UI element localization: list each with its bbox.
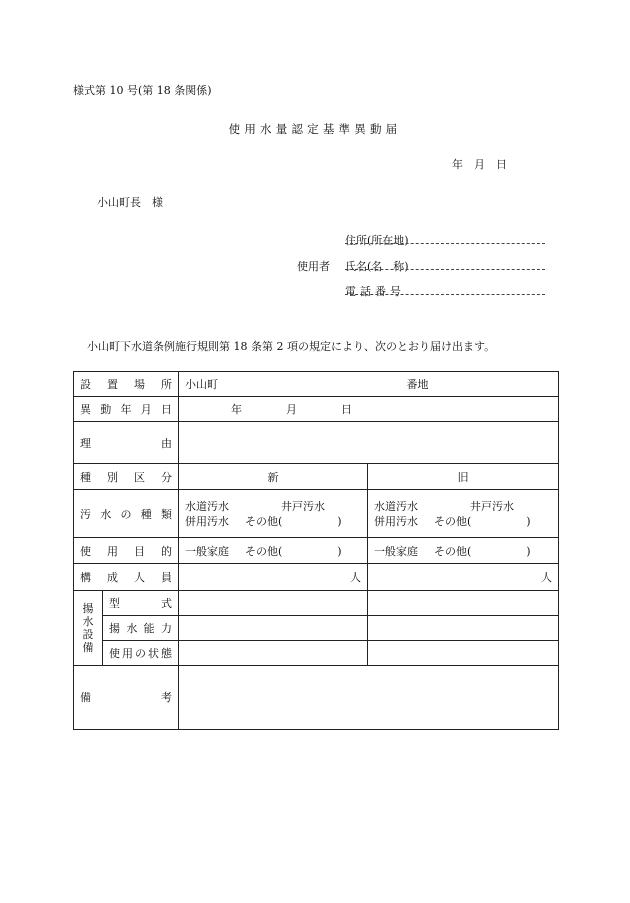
form-title: 使用水量認定基準異動届 [228,122,402,136]
pump-equipment-label: 揚 水 設 備 [74,590,103,665]
row-sewage-type [74,490,559,538]
row-purpose [74,538,559,564]
location-town: 小山町 [185,378,218,392]
purpose-label: 使用目的 [74,538,179,564]
name-field[interactable] [345,269,545,270]
pump-status-label: 使用の状態 [103,640,179,665]
category-label: 種別区分 [74,464,179,490]
members-label: 構成人員 [74,564,179,590]
location-suffix: 番地 [406,378,429,392]
row-reason [74,422,559,464]
pump-model-label: 型式 [103,590,179,615]
pump-model-old[interactable] [368,590,559,615]
row-remarks [74,665,559,729]
purpose-household-option[interactable]: 一般家庭 [185,544,229,558]
pump-capacity-old[interactable] [368,615,559,640]
sewage-type-new[interactable] [179,490,368,538]
row-category [74,464,559,490]
form-number: 様式第 10 号(第 18 条関係) [73,84,212,97]
sewage-combined-option[interactable]: 併用汚水 [185,514,229,528]
reason-field[interactable] [179,422,559,464]
remarks-field[interactable] [179,665,559,729]
submission-date: 年 月 日 [452,158,507,171]
location-label: 設置場所 [74,372,179,397]
sewage-type-old[interactable] [368,490,559,538]
sewage-water-option[interactable]: 水道汚水 [185,499,229,513]
sewage-well-option[interactable]: 井戸汚水 [470,499,514,513]
pump-capacity-label: 揚水能力 [103,615,179,640]
pump-capacity-new[interactable] [179,615,368,640]
pump-model-new[interactable] [179,590,368,615]
name-label: 氏名(名 称) [345,260,409,273]
sewage-other-option[interactable]: その他( ) [434,514,531,528]
phone-label: 電話番号 [345,285,405,298]
sewage-combined-option[interactable]: 併用汚水 [374,514,418,528]
pump-status-old[interactable] [368,640,559,665]
row-members [74,564,559,590]
row-location [74,372,559,397]
members-new[interactable] [179,564,368,590]
sewage-well-option[interactable]: 井戸汚水 [281,499,325,513]
address-field[interactable] [345,243,545,244]
sewage-type-label: 汚水の種類 [74,490,179,538]
address-label: 住所(所在地) [345,234,409,247]
purpose-household-option[interactable]: 一般家庭 [374,544,418,558]
old-header: 旧 [368,464,559,490]
new-header: 新 [179,464,368,490]
sewage-other-option[interactable]: その他( ) [245,514,342,528]
row-change-date [74,397,559,422]
members-unit: 人 [541,571,552,585]
reason-label: 理由 [74,422,179,464]
purpose-other-option[interactable]: その他( ) [245,544,342,558]
purpose-old[interactable] [368,538,559,564]
remarks-label: 備考 [74,665,179,729]
phone-field[interactable] [345,294,545,295]
members-old[interactable] [368,564,559,590]
purpose-other-option[interactable]: その他( ) [434,544,531,558]
sewage-water-option[interactable]: 水道汚水 [374,499,418,513]
change-date-label: 異動年月日 [74,397,179,422]
row-pump-capacity [74,615,559,640]
row-pump-model [74,590,559,615]
change-date-field[interactable]: 年 月 日 [179,397,559,422]
statement-text: 小山町下水道条例施行規則第 18 条第 2 項の規定により、次のとおり届け出ます。 [87,340,496,353]
user-label: 使用者 [297,260,330,273]
purpose-new[interactable] [179,538,368,564]
location-field[interactable] [179,372,559,397]
row-pump-status [74,640,559,665]
pump-status-new[interactable] [179,640,368,665]
addressee: 小山町長 様 [97,196,163,209]
members-unit: 人 [350,571,361,585]
form-table [73,371,559,730]
